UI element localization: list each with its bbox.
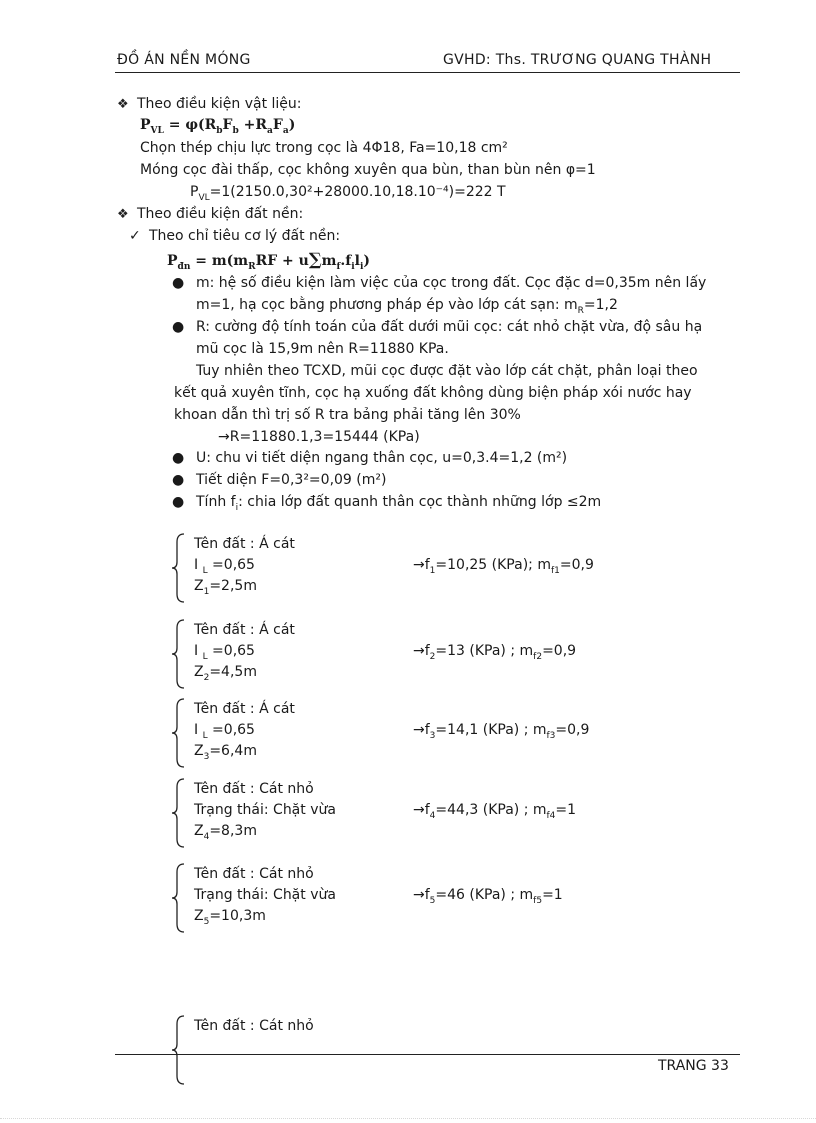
bullet-fi: ● Tính $f_i$: chia lớp đất quanh thân cọc thành những lớp ≤2m xyxy=(172,494,602,513)
page-edge xyxy=(0,1118,816,1119)
bullet-m-cont: m=1, hạ cọc bằng phương pháp ép vào lớp cát sạn: $m_R=1,2$ xyxy=(196,297,618,316)
layer-4-name: Tên đất : Cát nhỏ xyxy=(194,781,314,797)
formula-pdn: $P_{đn} = m(m_RRF + u\sum m_f.f_il_i)$ xyxy=(167,250,371,272)
subsection-mechanical xyxy=(129,228,340,244)
section-material xyxy=(117,96,302,112)
r-result: →R=11880.1,3=15444 (KPa) xyxy=(218,429,420,445)
check-icon: ✓ xyxy=(129,228,141,244)
bullet-u: ● U: chu vi tiết diện ngang thân cọc, u=0,3.4=1,2 (m²) xyxy=(172,450,568,466)
diamond-bullet-icon: ❖ xyxy=(117,207,129,222)
section-material-title: Theo điều kiện vật liệu: xyxy=(137,96,302,112)
layer-4-depth: $Z_4=8,3m$ xyxy=(194,823,257,842)
layer-5-depth: $Z_5=10,3m$ xyxy=(194,908,266,927)
paragraph-line-2: kết quả xuyên tĩnh, cọc hạ xuống đất không dùng biện pháp xói nước hay xyxy=(174,385,692,401)
layer-1-prop: I $_L$ =0,65 xyxy=(194,557,255,576)
dot-bullet-icon: ● xyxy=(172,275,185,291)
layer-3-prop: I $_L$ =0,65 xyxy=(194,722,255,741)
layer-3-result: $\to f_3=14,1$ (KPa) ; $m_{f3}=0,9$ xyxy=(413,722,590,741)
bullet-r: ● R: cường độ tính toán của đất dưới mũi cọc: cát nhỏ chặt vừa, độ sâu hạ xyxy=(172,319,703,335)
brace-icon xyxy=(170,862,192,934)
diamond-bullet-icon: ❖ xyxy=(117,97,129,112)
dot-bullet-icon: ● xyxy=(172,450,185,466)
steel-choice: Chọn thép chịu lực trong cọc là 4Φ18, Fa=10,18 cm² xyxy=(140,140,508,156)
layer-1-depth: $Z_1=2,5m$ xyxy=(194,578,257,597)
brace-icon xyxy=(170,697,192,769)
layer-5-name: Tên đất : Cát nhỏ xyxy=(194,866,314,882)
layer-2-result: $\to f_2=13$ (KPa) ; $m_{f2}=0,9$ xyxy=(413,643,577,662)
bullet-r-cont: mũ cọc là 15,9m nên R=11880 KPa. xyxy=(196,341,449,357)
layer-3-depth: $Z_3=6,4m$ xyxy=(194,743,257,762)
dot-bullet-icon: ● xyxy=(172,319,185,335)
dot-bullet-icon: ● xyxy=(172,472,185,488)
paragraph-line-3: khoan dẫn thì trị số R tra bảng phải tăng lên 30% xyxy=(174,407,521,423)
pvl-calc: $P_{VL}=1(2150.0,30^2+28000.10,18.10^{-4})=222$ T xyxy=(190,184,506,203)
section-soil-title: Theo điều kiện đất nền: xyxy=(137,206,304,222)
foundation-note: Móng cọc đài thấp, cọc không xuyên qua bùn, than bùn nên φ=1 xyxy=(140,162,596,178)
layer-6-name: Tên đất : Cát nhỏ xyxy=(194,1018,314,1034)
section-soil xyxy=(117,206,303,222)
brace-icon xyxy=(170,777,192,849)
bullet-m: ● m: hệ số điều kiện làm việc của cọc trong đất. Cọc đặc d=0,35m nên lấy xyxy=(172,275,707,291)
layer-2-prop: I $_L$ =0,65 xyxy=(194,643,255,662)
layer-2-name: Tên đất : Á cát xyxy=(194,622,295,638)
layer-4-prop: Trạng thái: Chặt vừa xyxy=(194,802,336,818)
dot-bullet-icon: ● xyxy=(172,494,185,510)
layer-5-prop: Trạng thái: Chặt vừa xyxy=(194,887,336,903)
layer-5-result: $\to f_5=46$ (KPa) ; $m_{f5}=1$ xyxy=(413,887,563,906)
layer-4-result: $\to f_4=44,3$ (KPa) ; $m_{f4}=1$ xyxy=(413,802,577,821)
layer-2-depth: $Z_2=4,5m$ xyxy=(194,664,257,683)
brace-icon xyxy=(170,1014,192,1086)
brace-icon xyxy=(170,618,192,690)
layer-1-result: $\to f_1=10,25$ (KPa); $m_{f1}=0,9$ xyxy=(413,557,594,576)
header-advisor: GVHD: Ths. TRƯƠNG QUANG THÀNH xyxy=(443,52,712,68)
layer-1-name: Tên đất : Á cát xyxy=(194,536,295,552)
header-title: ĐỒ ÁN NỀN MÓNG xyxy=(117,52,251,68)
subsection-title: Theo chỉ tiêu cơ lý đất nền: xyxy=(149,228,341,244)
brace-icon xyxy=(170,532,192,604)
header-rule xyxy=(115,72,740,73)
bullet-area: ● Tiết diện F=0,3²=0,09 (m²) xyxy=(172,472,387,488)
footer-rule xyxy=(115,1054,740,1055)
layer-3-name: Tên đất : Á cát xyxy=(194,701,295,717)
formula-pvl: $P_{VL} = \varphi(R_bF_b +R_aF_a)$ xyxy=(140,117,296,136)
paragraph-line-1: Tuy nhiên theo TCXD, mũi cọc được đặt vào lớp cát chặt, phân loại theo xyxy=(196,363,698,379)
page-number: TRANG 33 xyxy=(658,1058,729,1074)
